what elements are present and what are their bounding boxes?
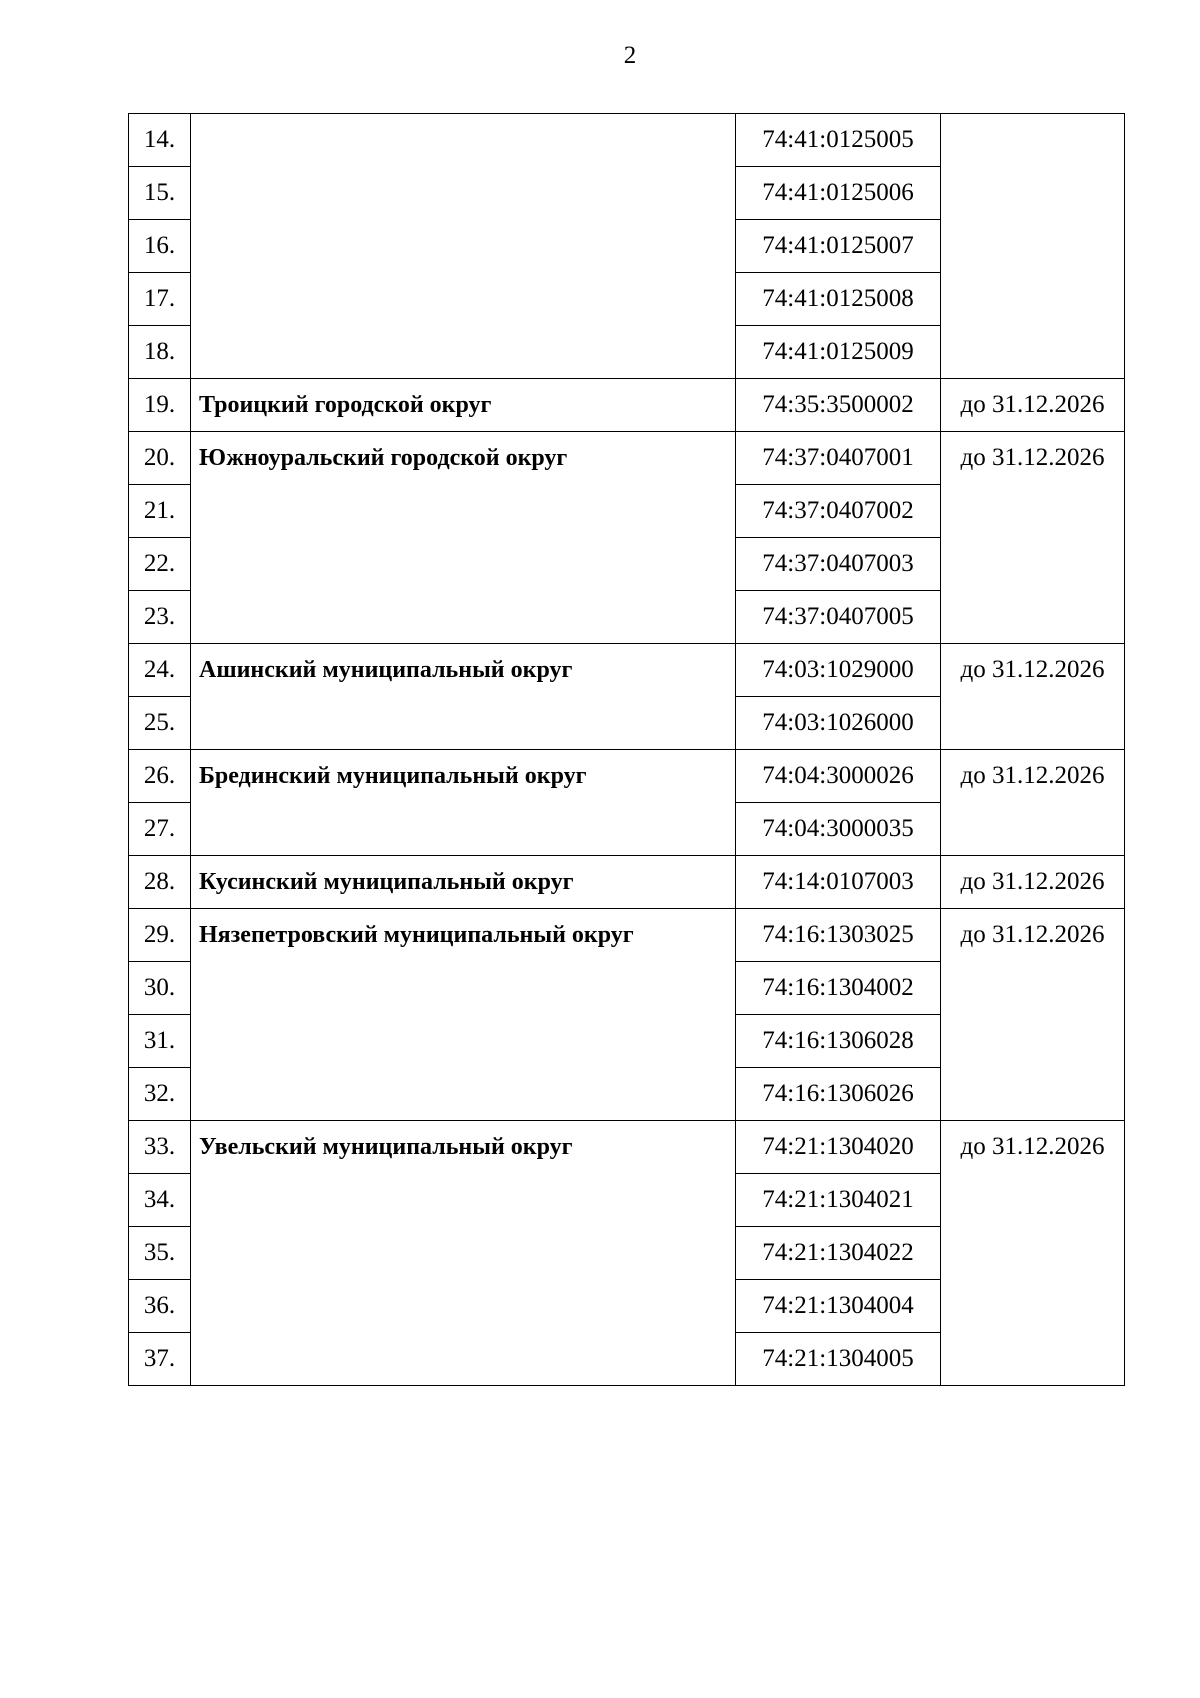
table-row xyxy=(129,379,1125,432)
row-number: 15. xyxy=(129,167,191,220)
cadastral-quarter: 74:21:1304020 xyxy=(736,1121,941,1174)
cadastral-quarter: 74:16:1306026 xyxy=(736,1068,941,1121)
cadastral-quarter: 74:16:1304002 xyxy=(736,962,941,1015)
row-number: 14. xyxy=(129,114,191,167)
cadastral-quarter: 74:04:3000026 xyxy=(736,750,941,803)
row-number: 35. xyxy=(129,1227,191,1280)
table-row xyxy=(129,114,1125,167)
row-number: 17. xyxy=(129,273,191,326)
district-name: Нязепетровский муниципальный округ xyxy=(191,909,736,1121)
deadline: до 31.12.2026 xyxy=(941,909,1125,1121)
row-number: 34. xyxy=(129,1174,191,1227)
deadline: до 31.12.2026 xyxy=(941,1121,1125,1386)
deadline xyxy=(941,114,1125,379)
deadline: до 31.12.2026 xyxy=(941,379,1125,432)
row-number: 33. xyxy=(129,1121,191,1174)
row-number: 37. xyxy=(129,1333,191,1386)
district-name: Увельский муниципальный округ xyxy=(191,1121,736,1386)
cadastral-quarter: 74:04:3000035 xyxy=(736,803,941,856)
cadastral-quarter: 74:41:0125006 xyxy=(736,167,941,220)
row-number: 19. xyxy=(129,379,191,432)
deadline: до 31.12.2026 xyxy=(941,432,1125,644)
row-number: 22. xyxy=(129,538,191,591)
deadline: до 31.12.2026 xyxy=(941,856,1125,909)
district-name: Троицкий городской округ xyxy=(191,379,736,432)
cadastral-quarter: 74:16:1306028 xyxy=(736,1015,941,1068)
table-body xyxy=(129,114,1125,1386)
row-number: 32. xyxy=(129,1068,191,1121)
row-number: 21. xyxy=(129,485,191,538)
cadastral-quarter: 74:21:1304021 xyxy=(736,1174,941,1227)
table-row xyxy=(129,750,1125,803)
cadastral-quarter: 74:37:0407003 xyxy=(736,538,941,591)
district-name: Южноуральский городской округ xyxy=(191,432,736,644)
cadastral-quarter: 74:37:0407005 xyxy=(736,591,941,644)
page-number: 2 xyxy=(623,42,637,69)
district-name: Кусинский муниципальный округ xyxy=(191,856,736,909)
row-number: 16. xyxy=(129,220,191,273)
row-number: 28. xyxy=(129,856,191,909)
cadastral-table xyxy=(128,113,1125,1386)
row-number: 36. xyxy=(129,1280,191,1333)
district-name: Ашинский муниципальный округ xyxy=(191,644,736,750)
row-number: 18. xyxy=(129,326,191,379)
cadastral-quarter: 74:14:0107003 xyxy=(736,856,941,909)
cadastral-quarter: 74:37:0407002 xyxy=(736,485,941,538)
row-number: 27. xyxy=(129,803,191,856)
cadastral-quarter: 74:41:0125005 xyxy=(736,114,941,167)
cadastral-quarter: 74:21:1304005 xyxy=(736,1333,941,1386)
row-number: 31. xyxy=(129,1015,191,1068)
deadline: до 31.12.2026 xyxy=(941,750,1125,856)
row-number: 20. xyxy=(129,432,191,485)
row-number: 26. xyxy=(129,750,191,803)
table-row xyxy=(129,856,1125,909)
row-number: 30. xyxy=(129,962,191,1015)
cadastral-quarter: 74:41:0125008 xyxy=(736,273,941,326)
cadastral-quarter: 74:16:1303025 xyxy=(736,909,941,962)
district-name xyxy=(191,114,736,379)
row-number: 23. xyxy=(129,591,191,644)
table-row xyxy=(129,432,1125,485)
table-row xyxy=(129,644,1125,697)
table-row xyxy=(129,909,1125,962)
cadastral-quarter: 74:21:1304022 xyxy=(736,1227,941,1280)
row-number: 25. xyxy=(129,697,191,750)
deadline: до 31.12.2026 xyxy=(941,644,1125,750)
cadastral-quarter: 74:37:0407001 xyxy=(736,432,941,485)
table-row xyxy=(129,1121,1125,1174)
cadastral-quarter: 74:35:3500002 xyxy=(736,379,941,432)
row-number: 29. xyxy=(129,909,191,962)
cadastral-quarter: 74:03:1026000 xyxy=(736,697,941,750)
cadastral-quarter: 74:03:1029000 xyxy=(736,644,941,697)
cadastral-quarter: 74:41:0125009 xyxy=(736,326,941,379)
cadastral-quarter: 74:21:1304004 xyxy=(736,1280,941,1333)
district-name: Брединский муниципальный округ xyxy=(191,750,736,856)
cadastral-quarter: 74:41:0125007 xyxy=(736,220,941,273)
row-number: 24. xyxy=(129,644,191,697)
